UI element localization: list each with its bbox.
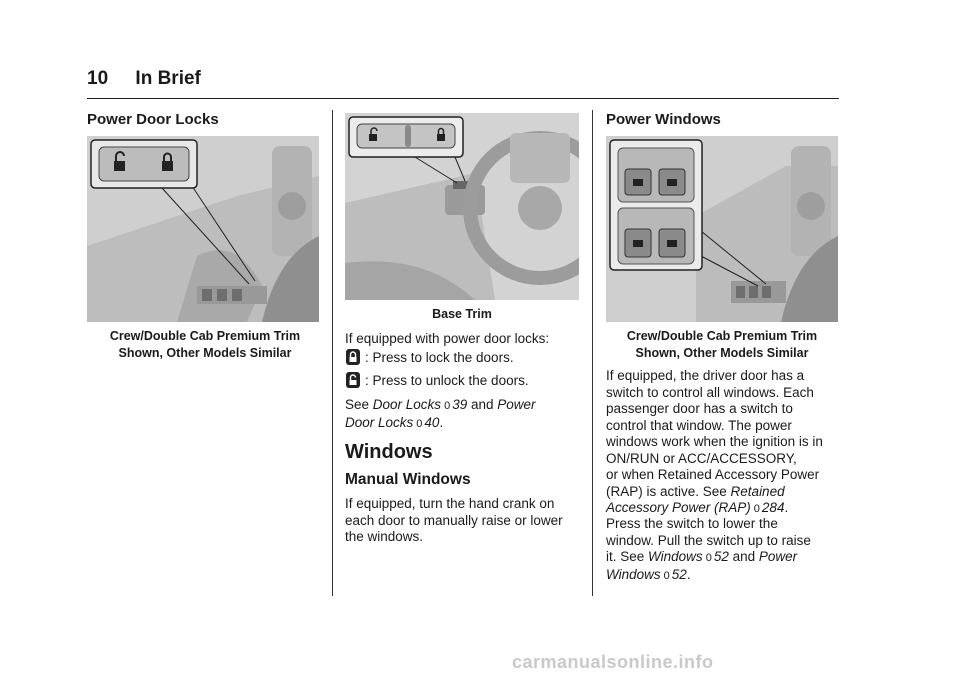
window-switch-illustration [606,136,838,322]
page-ref[interactable]: 52 [713,549,729,564]
text-line: ON/RUN or ACC/ACCESSORY, [606,450,797,466]
text-line: the windows. [345,529,424,544]
see-label: it. See [606,549,649,564]
power-windows-link-cont[interactable]: Windows [606,566,661,582]
manual-windows-text [345,496,563,546]
column-divider-2 [592,110,593,596]
and-label: and [467,397,498,412]
windows-link[interactable]: Windows [648,549,703,564]
lock-icon [345,348,361,366]
base-trim-lock-illustration [345,113,579,300]
text-line: switch to control all windows. Each [606,384,814,400]
door-lock-switch-illustration [87,136,319,322]
lock-item [345,348,514,366]
base-trim-caption: Base Trim [432,307,492,321]
power-windows-paragraph-1: If equipped, the driver door has a switch to control all windows. Each passenger door has a switch to control that window. The power windows work when the ignition is in ON/RUN or ACC/ACCESSORY, or when Retained Accessory Power (RAP) is active. See Retained Accessory Power (RAP) 0 284. [606,368,823,515]
manual-windows-heading: Manual Windows [345,471,471,488]
text-line: Press the switch to lower the [606,516,778,531]
text-line: (RAP) is active. See [606,483,731,499]
watermark: carmanualsonline.info [512,652,714,672]
text-line: If equipped, turn the hand crank on [345,496,555,511]
door-locks-link[interactable]: Door Locks [372,397,442,412]
caption-line: Shown, Other Models Similar [635,346,809,360]
power-door-locks-link[interactable]: Power [497,397,536,412]
power-windows-paragraph-2: Press the switch to lower the window. Pull the switch up to raise it. See Windows 0 52 and Power Windows 0 52. [606,516,811,582]
text-line: window. Pull the switch up to raise [606,532,811,548]
column-divider-1 [332,110,333,596]
page-ref[interactable]: 40 [424,414,440,430]
page-ref[interactable]: 52 [671,566,687,582]
page-ref[interactable]: 284 [761,500,785,515]
windows-heading: Windows [345,441,433,463]
text-line: each door to manually raise or lower [345,512,563,528]
page-ref-arrow-icon: 0 [416,417,423,430]
figure-caption-col3 [606,328,838,362]
page-number: 10 [87,68,109,89]
see-label: See [345,397,373,412]
unlock-icon [345,371,361,389]
caption-line: Crew/Double Cab Premium Trim [626,329,818,343]
figure-caption-col1 [87,328,323,362]
power-door-locks-link-cont[interactable]: Door Locks [345,414,414,430]
page-ref[interactable]: 39 [452,397,468,412]
header-rule [87,98,839,99]
caption-line: Shown, Other Models Similar [118,346,292,360]
caption-line: Crew/Double Cab Premium Trim [109,329,301,343]
and-label: and [728,549,759,564]
page-ref-arrow-icon: 0 [705,552,712,564]
section-title: In Brief [135,68,201,89]
text-line: windows work when the ignition is in [606,434,823,449]
door-locks-see-also: See Door Locks 0 39 and Power Door Locks 0 40. [345,397,536,430]
page-ref-arrow-icon: 0 [663,569,670,582]
unlock-item [345,371,529,389]
text-line: or when Retained Accessory Power [606,467,820,482]
lock-intro-text: If equipped with power door locks: [345,331,550,346]
power-door-locks-heading: Power Door Locks [87,111,219,128]
retained-accessory-power-link[interactable]: Retained [730,483,785,499]
power-windows-link[interactable]: Power [758,549,798,564]
text-line: control that window. The power [606,417,792,433]
power-windows-heading: Power Windows [606,111,721,128]
retained-accessory-power-link-cont[interactable]: Accessory Power (RAP) [606,500,751,515]
text-line: passenger door has a switch to [606,401,793,416]
page-ref-arrow-icon: 0 [444,400,451,412]
text-line: If equipped, the driver door has a [606,368,805,383]
page-ref-arrow-icon: 0 [753,503,760,515]
lock-description: : Press to lock the doors. [365,349,514,365]
unlock-description: : Press to unlock the doors. [365,372,529,388]
page-header [87,68,201,90]
